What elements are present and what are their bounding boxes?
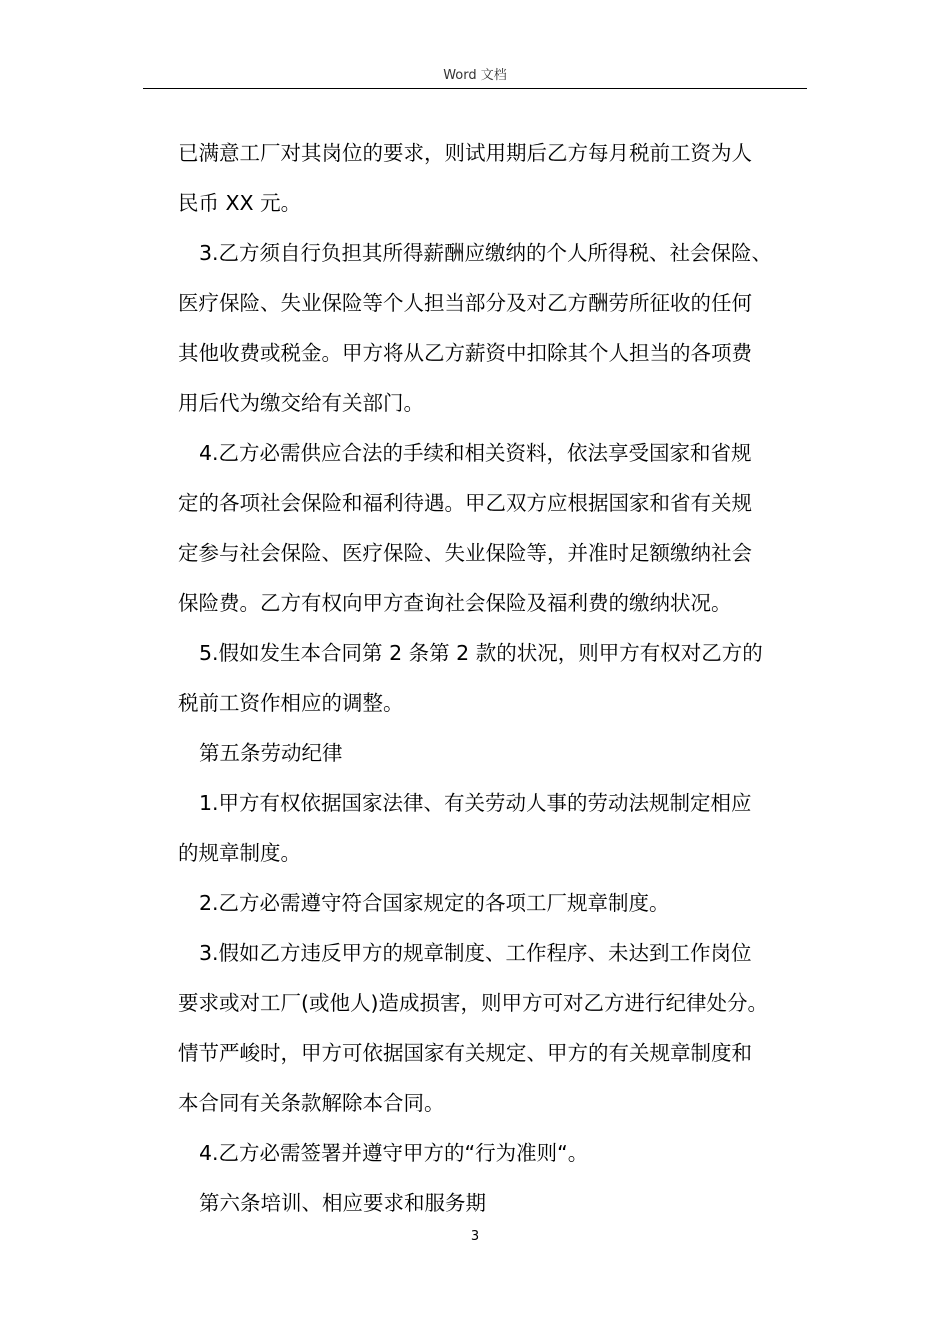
text-line: 情节严峻时，甲方可依据国家有关规定、甲方的有关规章制度和 [178,1041,752,1065]
text-line: 已满意工厂对其岗位的要求，则试用期后乙方每月税前工资为人 [178,141,752,165]
text-line: 用后代为缴交给有关部门。 [178,391,424,415]
section-heading-article-6 [178,1178,818,1228]
paragraph-discipline-4 [178,1128,818,1178]
text-line: 税前工资作相应的调整。 [178,691,404,715]
text-line: 本合同有关条款解除本合同。 [178,1091,445,1115]
text-line: 定参与社会保险、医疗保险、失业保险等，并准时足额缴纳社会 [178,541,752,565]
text-line: 1.甲方有权依据国家法律、有关劳动人事的劳动法规制定相应 [199,791,752,815]
text-line: 3.乙方须自行负担其所得薪酬应缴纳的个人所得税、社会保险、 [199,241,773,265]
paragraph-clause-3-tax [178,228,818,428]
paragraph-clause-4-insurance [178,428,818,628]
text-line: 2.乙方必需遵守符合国家规定的各项工厂规章制度。 [199,891,670,915]
text-line: 第六条培训、相应要求和服务期 [199,1191,486,1215]
paragraph-clause-5-adjustment [178,628,818,728]
text-line: 4.乙方必需签署并遵守甲方的“行为准则“。 [199,1141,589,1165]
text-line: 第五条劳动纪律 [199,741,343,765]
text-line: 医疗保险、失业保险等个人担当部分及对乙方酬劳所征收的任何 [178,291,752,315]
text-line: 定的各项社会保险和福利待遇。甲乙双方应根据国家和省有关规 [178,491,752,515]
text-line: 5.假如发生本合同第 2 条第 2 款的状况，则甲方有权对乙方的 [199,641,763,665]
text-line: 3.假如乙方违反甲方的规章制度、工作程序、未达到工作岗位 [199,941,752,965]
paragraph-salary [178,128,818,228]
page-header-title: Word 文档 [443,68,507,83]
paragraph-discipline-3 [178,928,818,1128]
document-body [178,128,818,1228]
text-line: 4.乙方必需供应合法的手续和相关资料，依法享受国家和省规 [199,441,752,465]
text-line: 保险费。乙方有权向甲方查询社会保险及福利费的缴纳状况。 [178,591,732,615]
header-divider [143,88,807,89]
text-line: 的规章制度。 [178,841,301,865]
text-line: 民币 XX 元。 [178,191,302,215]
text-line: 其他收费或税金。甲方将从乙方薪资中扣除其个人担当的各项费 [178,341,752,365]
text-line: 要求或对工厂(或他人)造成损害，则甲方可对乙方进行纪律处分。 [178,991,768,1015]
section-heading-article-5 [178,728,818,778]
paragraph-discipline-1 [178,778,818,878]
page-number: 3 [470,1229,480,1244]
paragraph-discipline-2 [178,878,818,928]
